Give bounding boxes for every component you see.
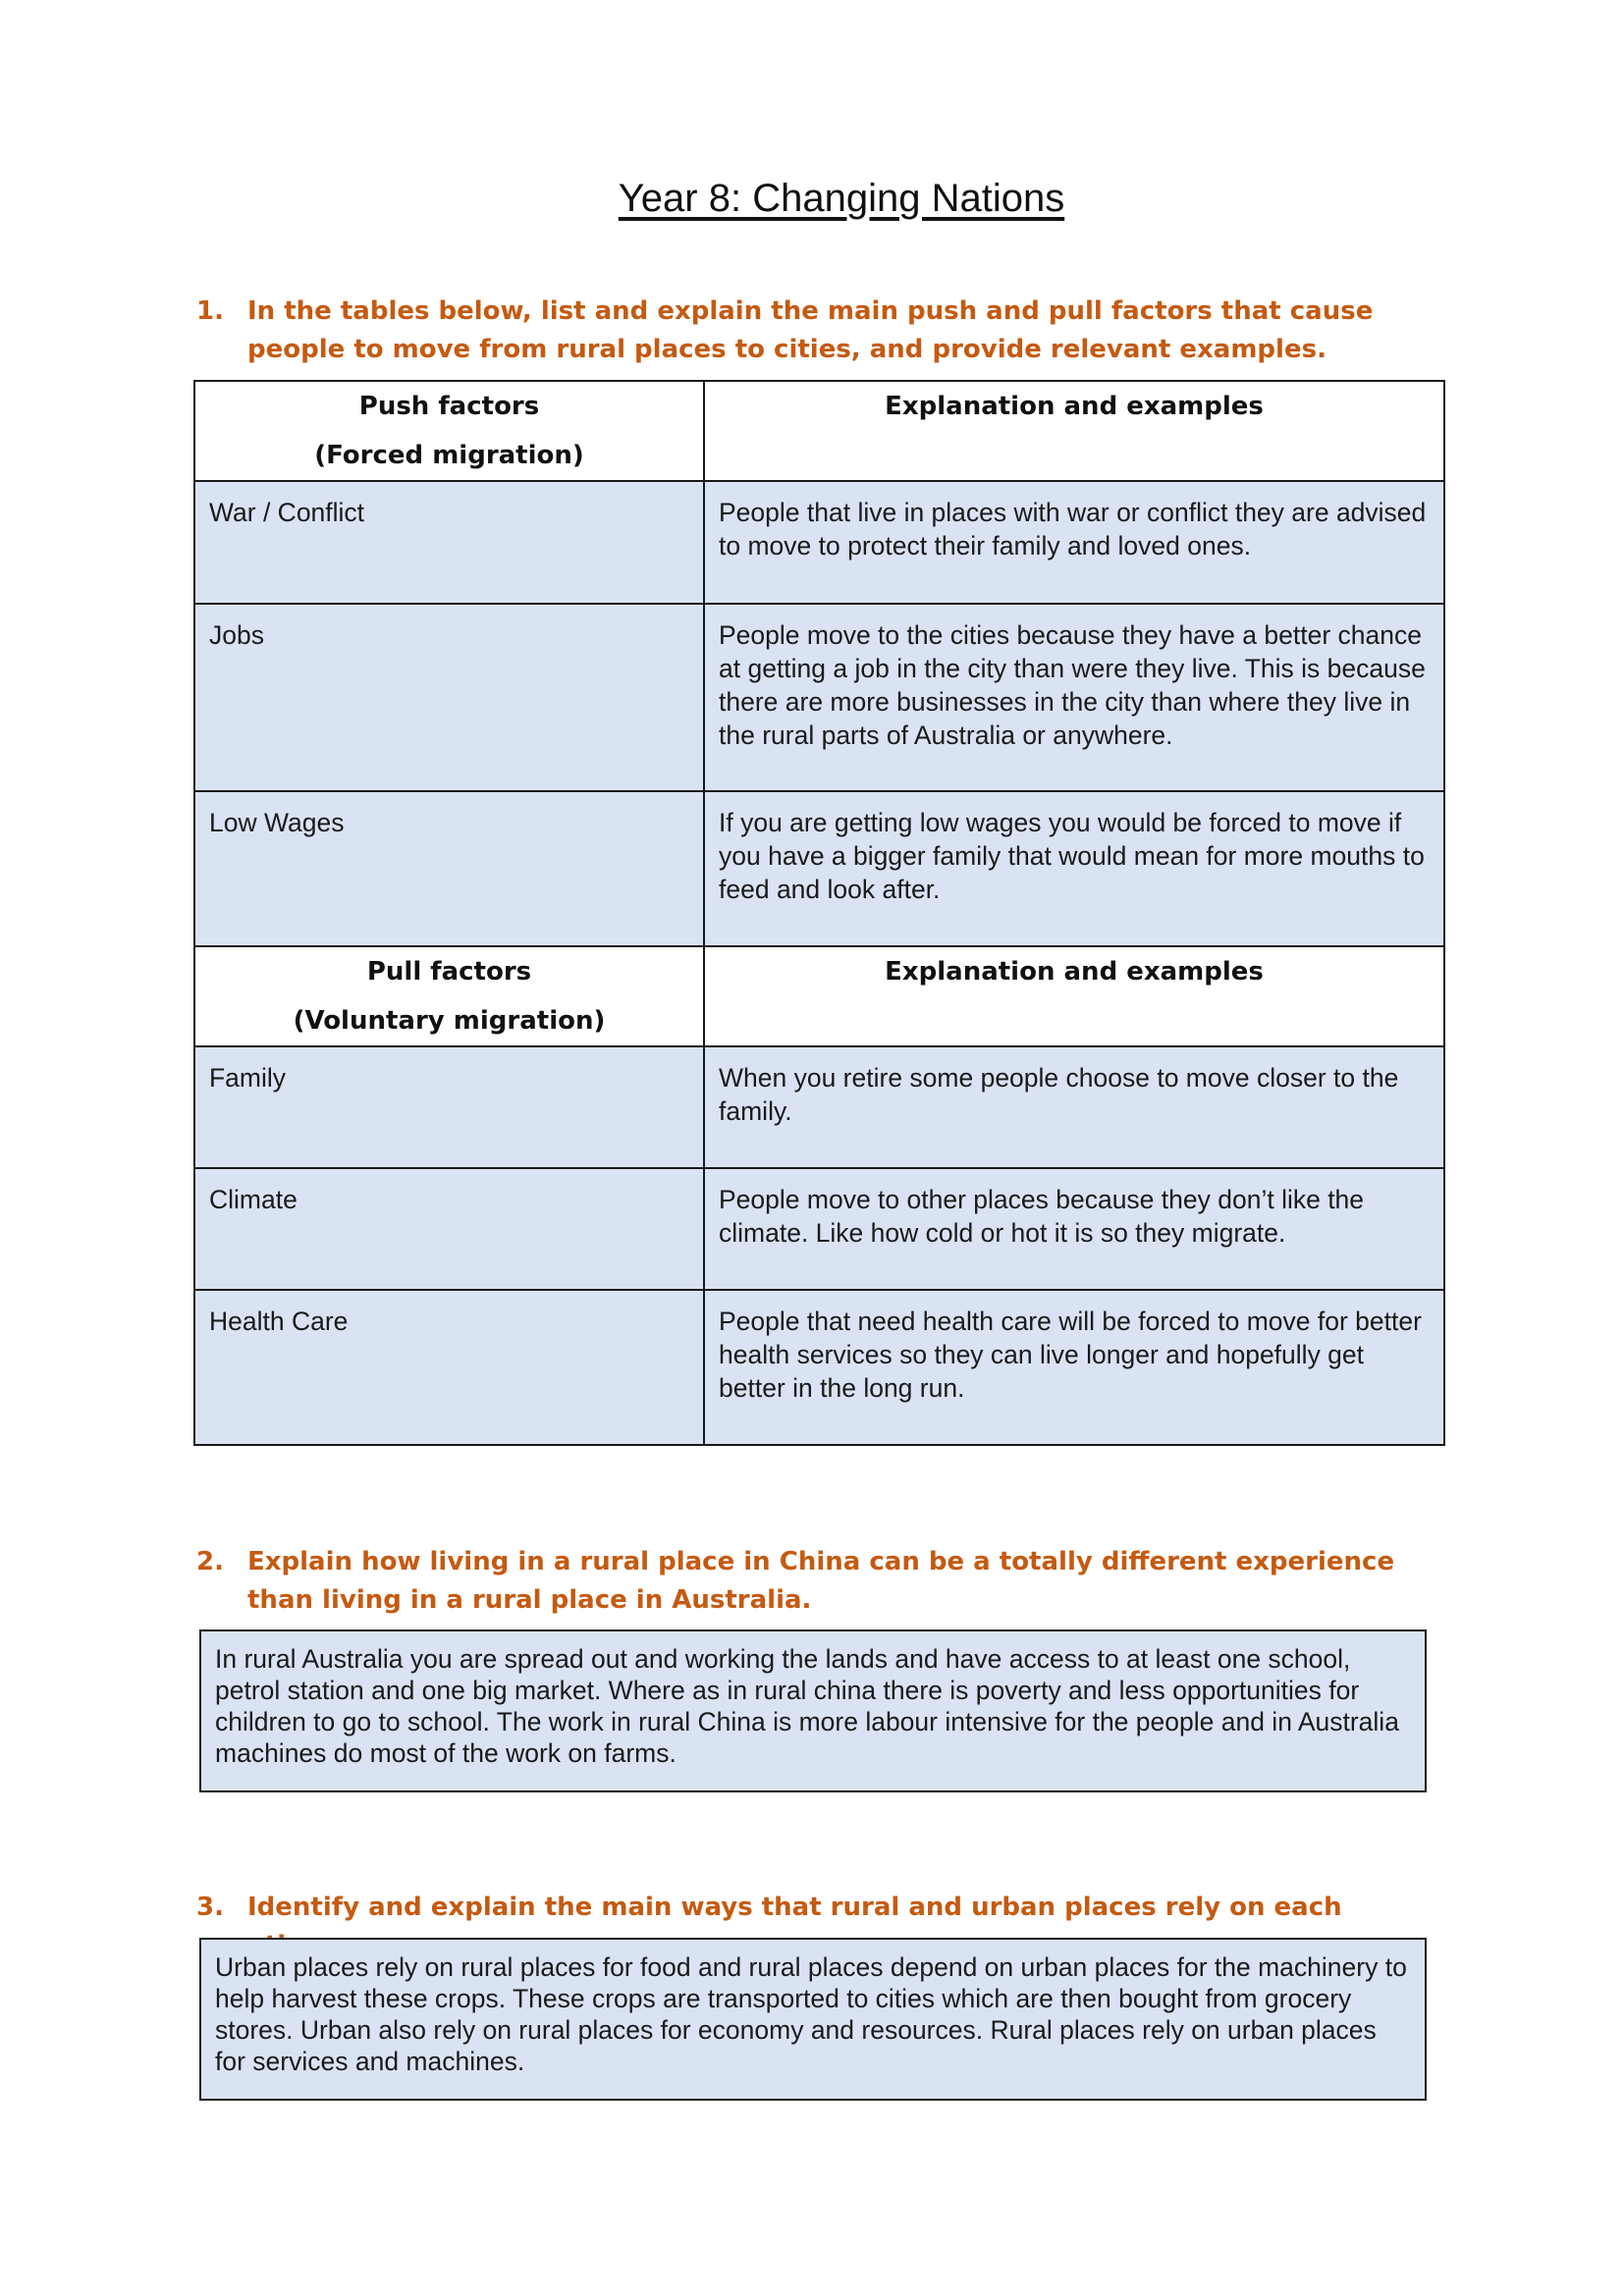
explanation-text: People move to other places because they don’t like the climate. Like how cold or hot it is so they migrate.	[719, 1185, 1365, 1248]
table-row	[194, 481, 1444, 604]
factor-cell[interactable]	[194, 481, 704, 604]
explanation-cell[interactable]	[704, 1046, 1444, 1168]
factor-cell[interactable]	[194, 791, 704, 946]
voluntary-migration-subheading: (Voluntary migration)	[293, 1006, 606, 1036]
question-text: Explain how living in a rural place in China can be a totally different experience than living in a rural place in Australia.	[247, 1547, 1395, 1615]
factor-cell[interactable]	[194, 1046, 704, 1168]
push-factors-heading: Push factors	[358, 392, 540, 421]
factor-label: War / Conflict	[209, 498, 365, 527]
table-row	[194, 791, 1444, 946]
push-explanation-header-cell	[704, 381, 1444, 481]
table-row	[194, 1168, 1444, 1290]
explanation-heading: Explanation and examples	[885, 957, 1264, 987]
factor-cell[interactable]	[194, 1290, 704, 1445]
factor-cell[interactable]	[194, 604, 704, 791]
factor-label: Low Wages	[209, 808, 345, 837]
push-header-row	[194, 381, 1444, 481]
question-text: Identify and explain the main ways that rural and urban places rely on each	[247, 1893, 1342, 1922]
question-1	[196, 293, 1434, 369]
question-2	[196, 1543, 1434, 1620]
explanation-heading: Explanation and examples	[885, 392, 1264, 421]
factor-label: Health Care	[209, 1307, 349, 1336]
pull-header-cell	[194, 946, 704, 1046]
pull-explanation-header-cell	[704, 946, 1444, 1046]
factor-label: Jobs	[209, 620, 264, 650]
pull-header-row	[194, 946, 1444, 1046]
question-number: 2.	[196, 1547, 224, 1576]
explanation-text: If you are getting low wages you would be forced to move if you have a bigger family that would mean for more mouths to feed and look after.	[719, 808, 1425, 904]
table-row	[194, 1290, 1444, 1445]
question-number: 1.	[196, 296, 224, 326]
explanation-cell[interactable]	[704, 604, 1444, 791]
table-row	[194, 604, 1444, 791]
factor-label: Climate	[209, 1185, 298, 1214]
explanation-text: People move to the cities because they have a better chance at getting a job in the city than were they live. This is because there are more businesses in the city than where they live in the rural parts of Australia or anywhere.	[719, 620, 1426, 750]
explanation-cell[interactable]	[704, 1290, 1444, 1445]
explanation-text: When you retire some people choose to move closer to the family.	[719, 1063, 1399, 1126]
explanation-cell[interactable]	[704, 481, 1444, 604]
explanation-text: People that live in places with war or conflict they are advised to move to protect their family and loved ones.	[719, 498, 1427, 561]
pull-factors-heading: Pull factors	[366, 957, 532, 987]
forced-migration-subheading: (Forced migration)	[314, 441, 584, 470]
factor-cell[interactable]	[194, 1168, 704, 1290]
factor-label: Family	[209, 1063, 287, 1093]
explanation-cell[interactable]	[704, 791, 1444, 946]
question-number: 3.	[196, 1893, 224, 1922]
explanation-cell[interactable]	[704, 1168, 1444, 1290]
answer-box-2[interactable]: In rural Australia you are spread out and working the lands and have access to at least one school, petrol station and one big market. Where as in rural china there is poverty and less opportunities for children to go to school. The work in rural China is more labour intensive for the people and in Australia machines do most of the work on farms.	[199, 1629, 1427, 1792]
answer-box-3[interactable]: Urban places rely on rural places for food and rural places depend on urban places for the machinery to help harvest these crops. These crops are transported to cities which are then bought from grocery stores. Urban also rely on rural places for economy and resources. Rural places rely on urban places for services and machines.	[199, 1938, 1427, 2101]
push-header-cell	[194, 381, 704, 481]
table-row	[194, 1046, 1444, 1168]
question-text: In the tables below, list and explain the main push and pull factors that cause people to move from rural places to cities, and provide relevant examples.	[247, 296, 1374, 364]
explanation-text: People that need health care will be forced to move for better health services so they can live longer and hopefully get better in the long run.	[719, 1307, 1422, 1403]
push-pull-factors-table	[193, 380, 1445, 1446]
page-title: Year 8: Changing Nations	[618, 177, 1065, 220]
